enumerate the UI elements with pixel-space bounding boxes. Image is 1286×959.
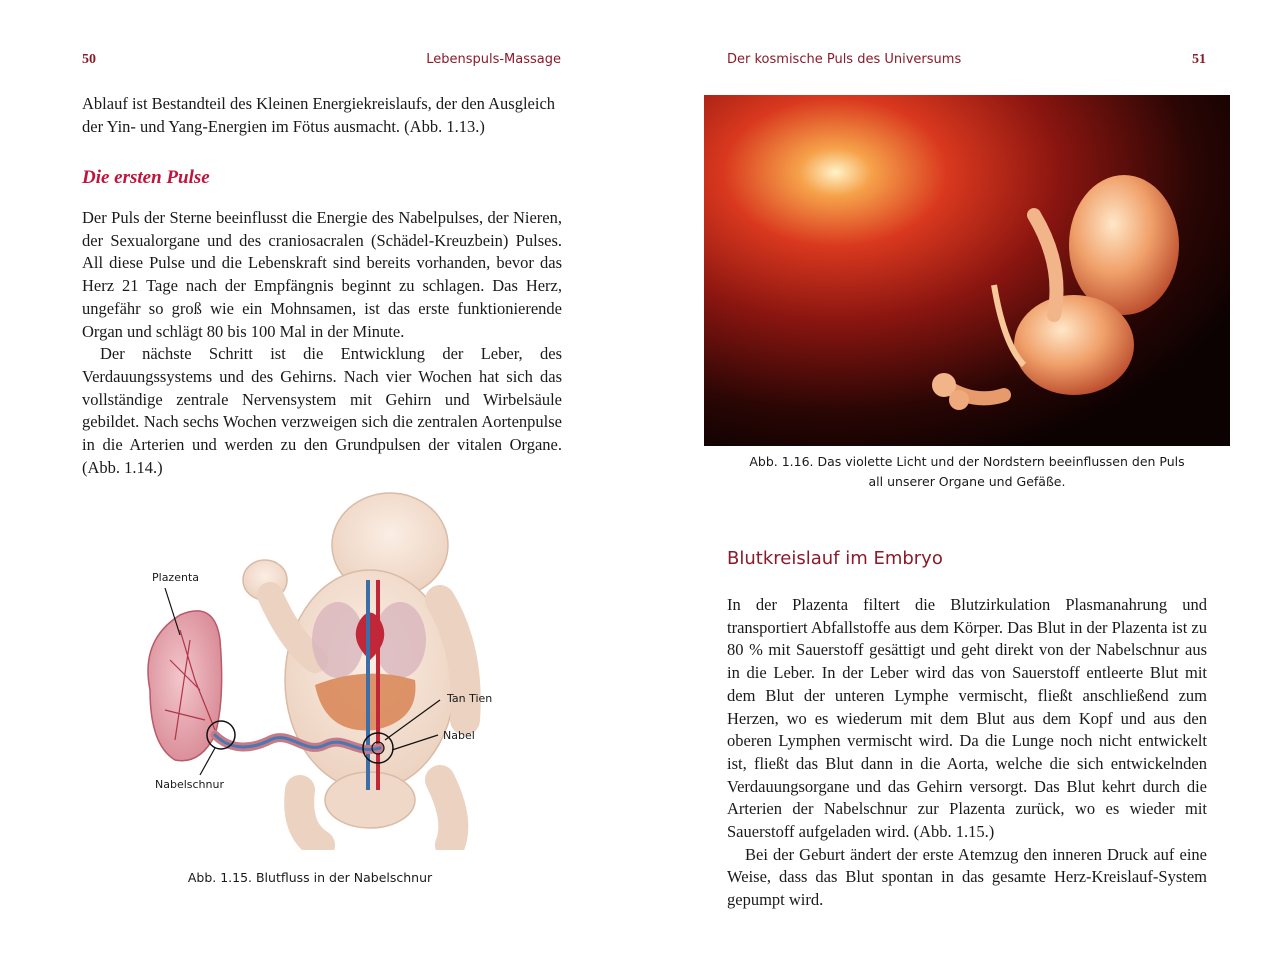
intro-line-1: Ablauf ist Bestandteil des Kleinen Energiekreislaufs, der den Ausgleich [82,94,556,113]
umbilical-cord-illustration [120,490,540,850]
first-pulses-text [82,207,562,479]
running-head-left: Lebenspuls-Massage [426,52,561,67]
right-paragraph-1: In der Plazenta filtert die Blutzirkulation Plasmanahrung und transportiert Abfallstoffe aus dem Körper. Das Blut in der Plazenta ist zu 80 % mit Sauerstoff gesättigt und geht direkt von der Nabelschnur aus in die Leber. In der Leber wird das von Sauerstoff entleerte Blut mit dem Blut der unteren Lymphe vermischt, fließt anschließend zum Herzen, wo es wiederum mit dem Blut aus dem Kopf und aus den oberen Lymphen vermischt wird. Da die Lunge noch nicht entwickelt ist, fließt das Blut dann in die Aorta, welche die sich entwickelnden Verdauungsorgane und das Gehirn versorgt. Das Blut kehrt durch die Arterien der Nabelschnur zur Plazenta zurück, wo es wieder mit Sauerstoff aufgeladen wird. (Abb. 1.15.) [727,595,1207,842]
label-navel: Nabel [443,729,475,742]
section-heading-first-pulses: Die ersten Pulse [82,167,210,188]
intro-text [82,93,562,138]
label-placenta: Plazenta [152,571,199,584]
caption-line-2: all unserer Organe und Gefäße. [868,474,1066,489]
paragraph-2: Der nächste Schritt ist die Entwicklung der Leber, des Verdauungssystems und des Gehirns. Nach vier Wochen hat sich das vollständige zentrale Nervensystem mit Gehirn und Wirbelsäule gebildet. Nach sechs Wochen verzweigen sich die zentralen Aortenpulse in die Arterien und werden zu den Grundpulsen der vitalen Organe. (Abb. 1.14.) [82,344,562,477]
caption-line-1: Abb. 1.16. Das violette Licht und der Nordstern beeinflussen den Puls [749,454,1185,469]
section-heading-embryo-circulation: Blutkreislauf im Embryo [727,548,943,569]
right-paragraph-2: Bei der Geburt ändert der erste Atemzug den inneren Druck auf eine Weise, dass das Blut spontan in das gesamte Herz-Kreislauf-System gepumpt wird. [727,844,1207,910]
embryo-photo [704,95,1230,446]
page-number-right: 51 [1192,52,1206,67]
label-umbilical-cord: Nabelschnur [155,778,224,791]
intro-line-2: der Yin- und Yang-Energien im Fötus ausmacht. (Abb. 1.13.) [82,116,485,136]
page-number-left: 50 [82,52,96,67]
placenta [148,611,222,761]
figure-caption-1-16 [704,452,1230,492]
label-tan-tien: Tan Tien [447,692,493,705]
embryo-circulation-text [727,594,1207,912]
running-head-right: Der kosmische Puls des Universums [727,52,962,67]
paragraph-1: Der Puls der Sterne beeinflusst die Energie des Nabelpulses, der Nieren, der Sexualorgane und des craniosacralen (Schädel-Kreuzbein) Pulses. All diese Pulse und die Lebenskraft sind bereits vorhanden, bevor das Herz 21 Tage nach der Empfängnis beginnt zu schlagen. Das Herz, ungefähr so groß wie ein Mohnsamen, ist das erste funktionierende Organ und schlägt 80 bis 100 Mal in der Minute. [82,208,562,341]
figure-caption-1-15: Abb. 1.15. Blutfluss in der Nabelschnur [187,870,433,885]
